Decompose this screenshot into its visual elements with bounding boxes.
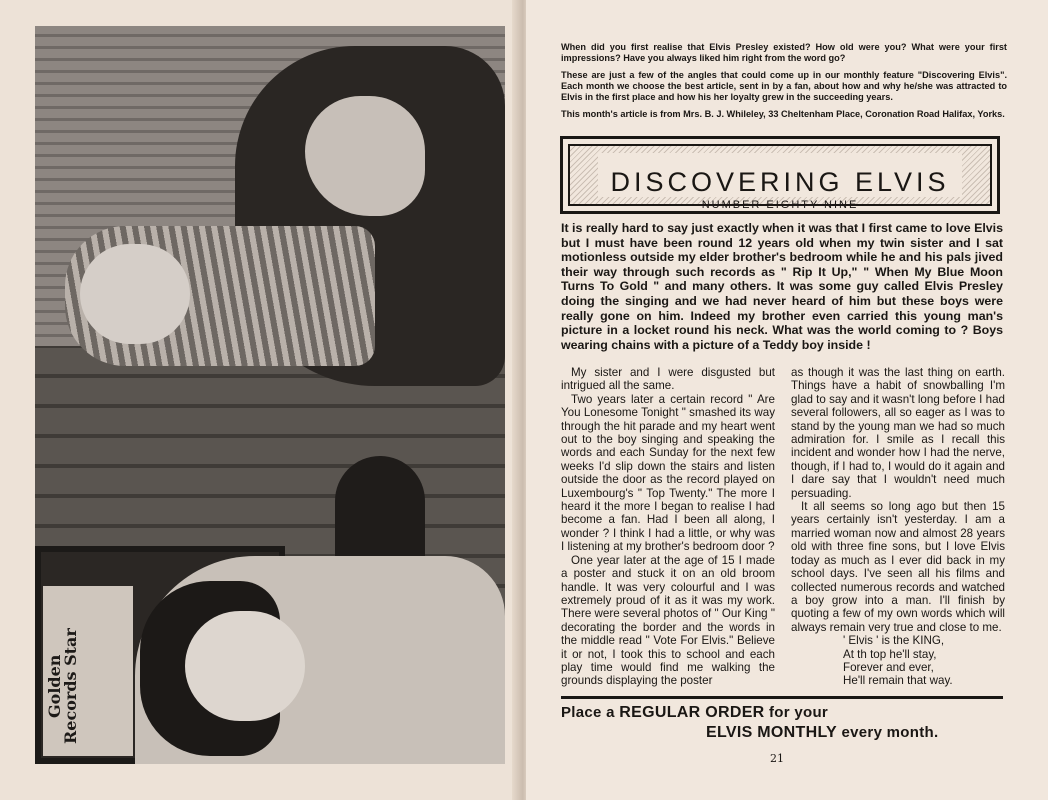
intro-text: [561, 42, 1007, 126]
article-paragraph: One year later at the age of 15 I made a poster and stuck it on an old broom handle. It was very colourful and I was extremely proud of it as it was my work. There were several photos of " Our King " decorating the border and the words in the middle read " Vote For Elvis." Believe it or not, I took this to school and each play time would find me walking the grounds displaying the poster: [561, 553, 775, 688]
order-callout-line-2: ELVIS MONTHLY every month.: [706, 724, 939, 741]
article-column-2: [791, 366, 1005, 688]
divider-rule: [561, 696, 1003, 699]
poem-line: He'll remain that way.: [843, 674, 953, 688]
photo-elvis-scene: [35, 26, 505, 764]
intro-paragraph: These are just a few of the angles that could come up in our monthly feature "Discovering Elvis". Each month we choose the best article, sent in by a fan, about how and why he/she was attracted to Elvis in the first place and how his her loyalty grew in the succeeding years.: [561, 70, 1007, 102]
poem-line: Forever and ever,: [843, 660, 934, 674]
article-paragraph: as though it was the last thing on earth. Things have a habit of snowballing I'm glad to say and it wasn't long before I had several followers, all so eager as I was to stand by the young man we had so much admiration for. I smile as I recall this incident and wonder how I had the nerve, though, if I had to, I would do it again and I dare say that I wouldn't need much persuading.: [791, 366, 1005, 500]
feature-subtitle: NUMBER EIGHTY-NINE: [701, 199, 859, 211]
article-paragraph: It all seems so long ago but then 15 years certainly isn't yesterday. I am a married woman now and almost 28 years old with three fine sons, but I love Elvis today as much as I ever did back in my school days. I've seen all his films and collected numerous records and watched a boy grow into a man. I'll finish by quoting a few of my own words which will always remain very true and close to me.: [791, 500, 1005, 634]
page-number: 21: [770, 752, 784, 765]
poem-line: ' Elvis ' is the KING,: [843, 634, 945, 648]
order-callout-line-1: Place a REGULAR ORDER for your: [561, 704, 829, 721]
poster-caption: Golden Records Star: [45, 628, 80, 744]
article-paragraph: Two years later a certain record " Are You Lonesome Tonight " smashed its way through the hit parade and my heart went out to the boy singing and speaking the words and each Sunday for the next few weeks I'd slip down the stairs and listen outside the door as the record played on Luxembourg's " Top Twenty." The more I heard it the more I began to realise I had become a fan. Had I been all along, I wonder ? I think I had a little, or why was I listening at my brother's bedroom door ?: [561, 392, 775, 554]
intro-paragraph: This month's article is from Mrs. B. J. Whileley, 33 Cheltenham Place, Coronation Road Halifax, Yorks.: [561, 109, 1005, 119]
lead-paragraph: It is really hard to say just exactly when it was that I first came to love Elvis but I must have been round 12 years old when my twin sister and I sat motionless outside my elder brother's bedroom while he and his pals jived their way through such records as " Rip It Up," " When My Blue Moon Turns To Gold " and many others. It was some guy called Elvis Presley doing the singing and we had never heard of him but these boys were really gone on him. Indeed my brother even carried this young man's picture in a locket round his neck. What was the world coming to ? Boys wearing chains with a picture of a Teddy boy inside !: [561, 221, 1003, 352]
poem-line: At th top he'll stay,: [843, 647, 937, 661]
intro-paragraph: When did you first realise that Elvis Presley existed? How old were you? What were your first impressions? Have you always liked him right from the word go?: [561, 42, 1007, 63]
article-column-1: [561, 366, 775, 688]
feature-title: DISCOVERING ELVIS: [610, 167, 950, 197]
article-paragraph: My sister and I were disgusted but intrigued all the same.: [561, 366, 775, 393]
left-page: [0, 0, 520, 800]
feature-title-box: [560, 136, 1000, 214]
